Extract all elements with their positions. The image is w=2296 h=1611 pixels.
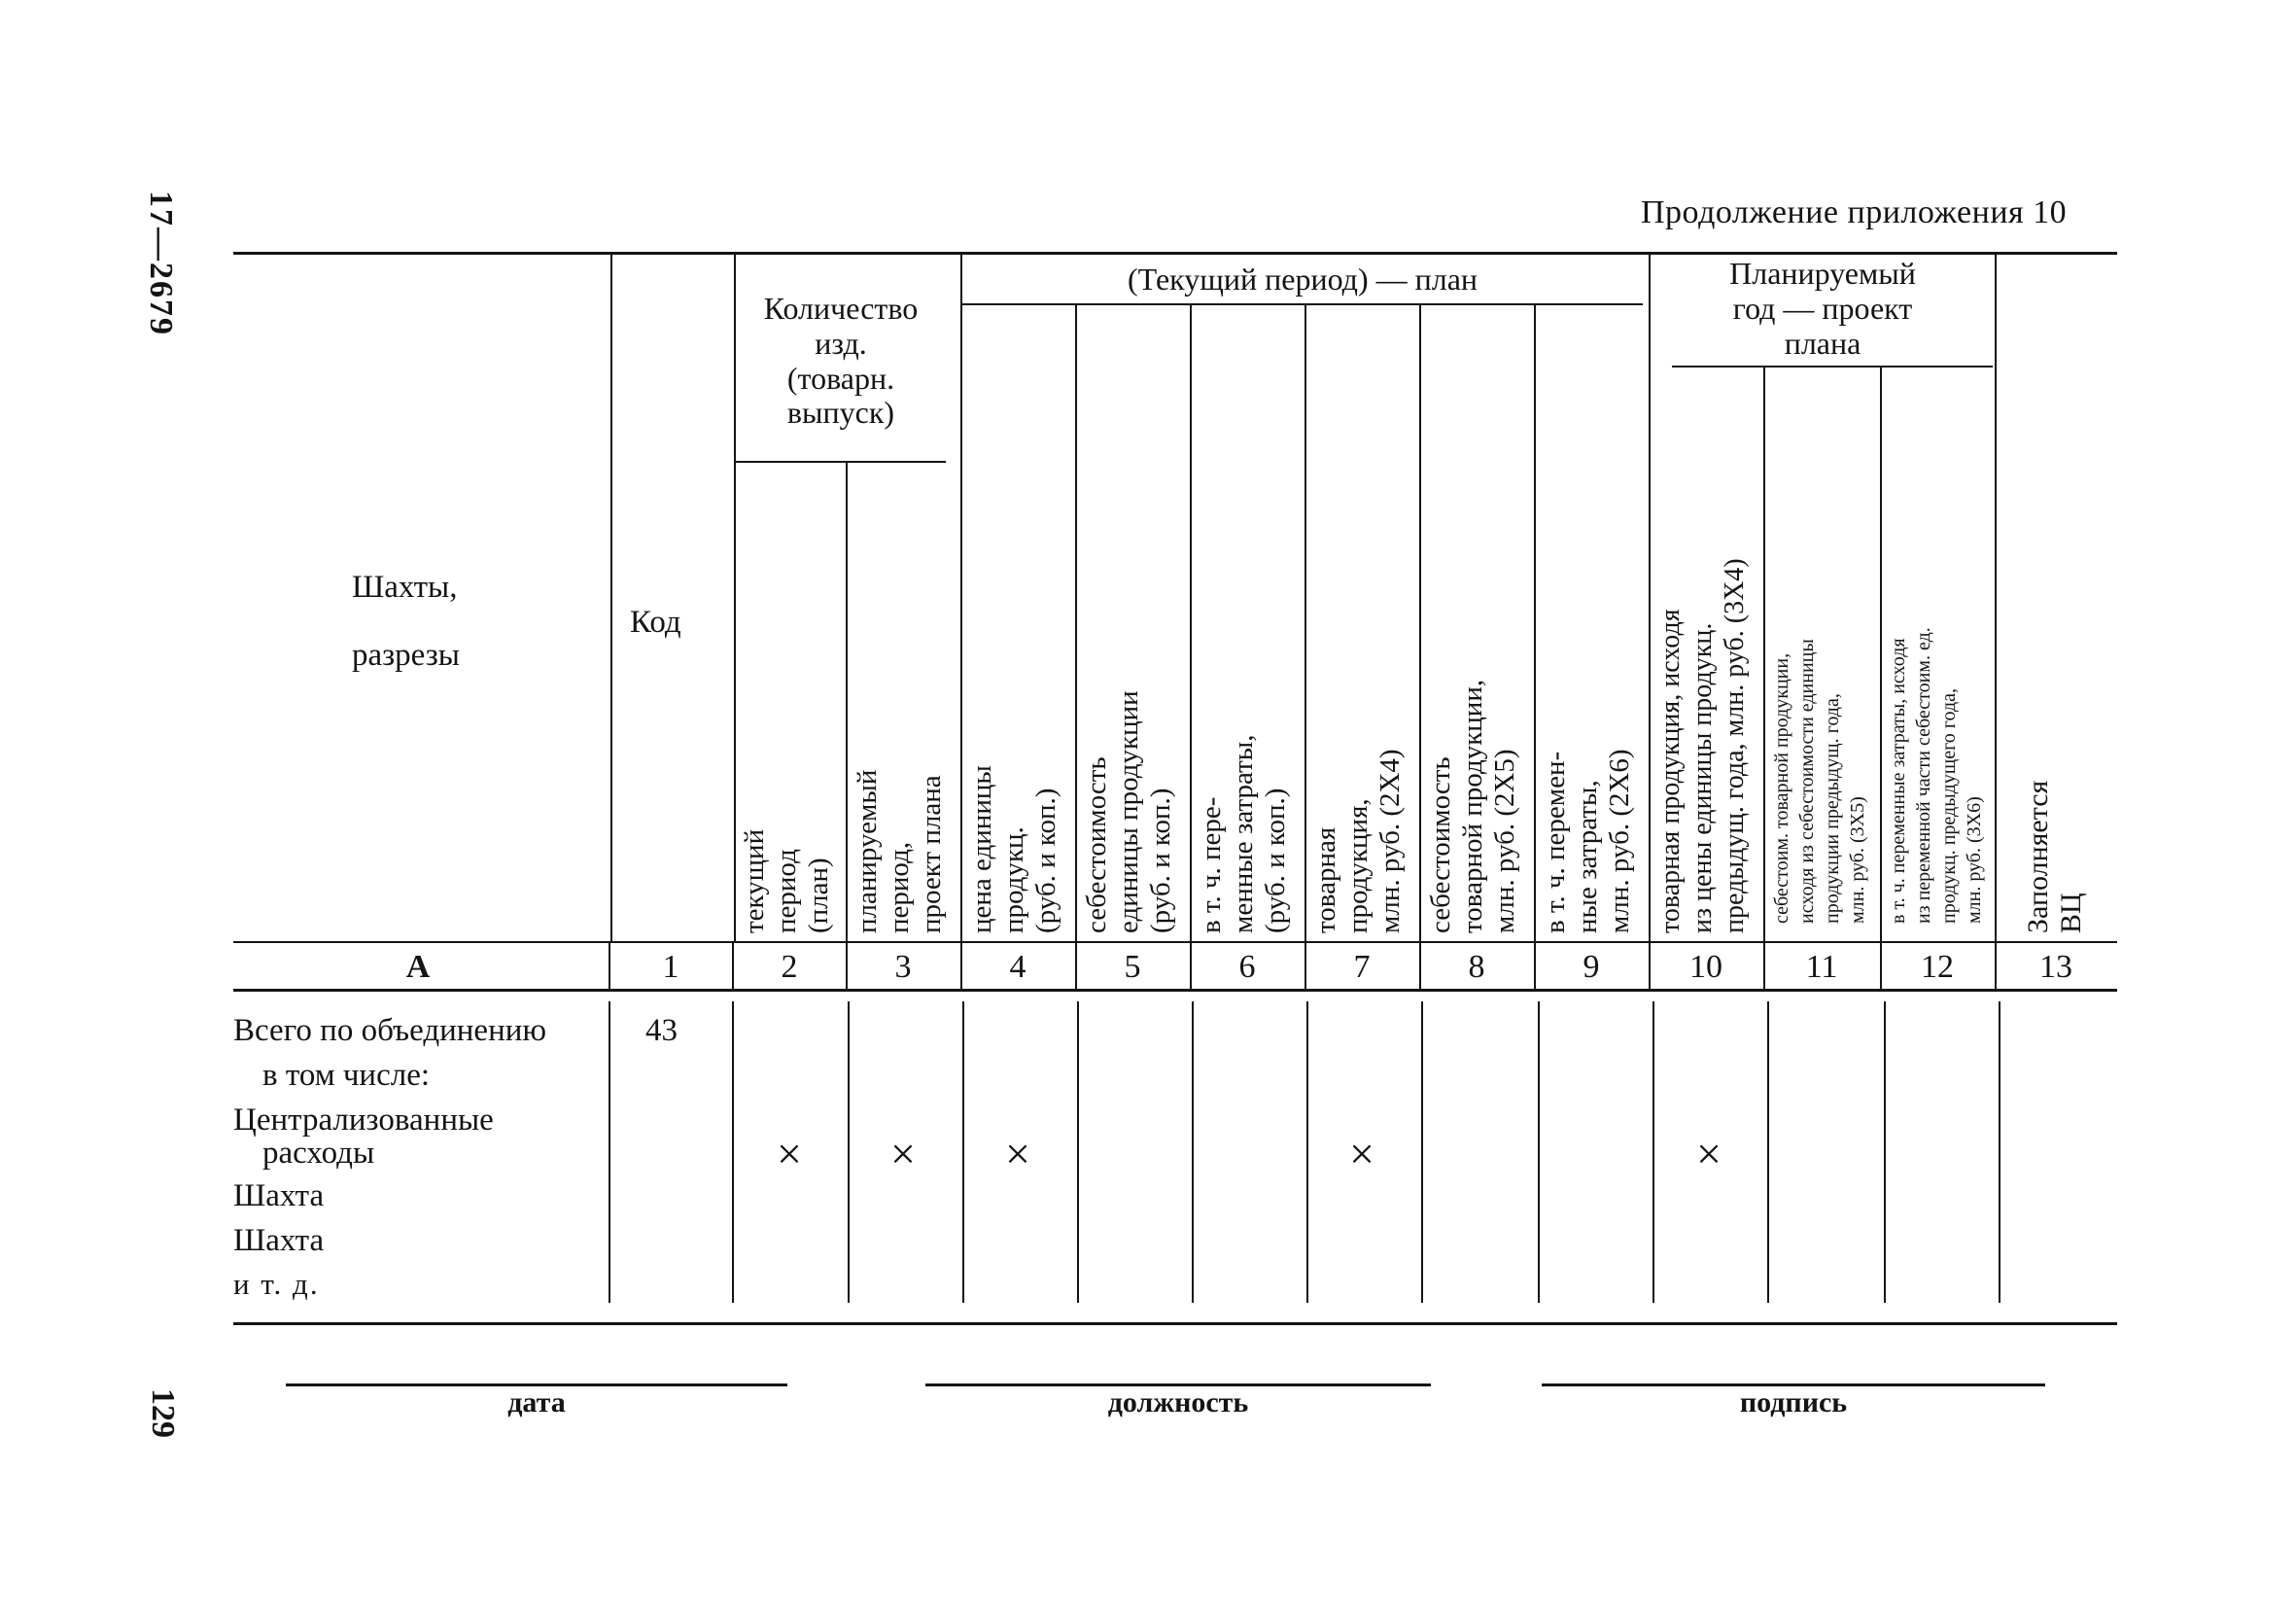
row-label-expenses: расходы — [262, 1136, 375, 1171]
cross-mark-col7: × — [1349, 1129, 1374, 1178]
col-header-10: товарная продукция, исходя из цены единицы продукц. предыдущ. года, млн. руб. (3X4) — [1655, 558, 1750, 933]
date-label: дата — [507, 1386, 566, 1418]
body-divider — [1421, 1001, 1423, 1303]
col-header-8: себестоимость товарной продукции, млн. руб. (2X5) — [1425, 679, 1520, 933]
num-divider — [1995, 943, 1997, 989]
row-label-mine-1: Шахта — [233, 1178, 325, 1213]
body-divider — [848, 1001, 850, 1303]
body-divider — [1538, 1001, 1540, 1303]
col-divider — [1305, 305, 1306, 941]
num-divider — [1190, 943, 1192, 989]
body-divider — [1077, 1001, 1079, 1303]
page-number: 129 — [145, 1388, 181, 1438]
col-divider — [610, 255, 612, 941]
row-label-total: Всего по объединению — [233, 1013, 547, 1048]
planned-group-rule — [1672, 366, 1993, 368]
row-label-centralized: Централизованные — [233, 1103, 494, 1138]
body-divider — [1306, 1001, 1308, 1303]
table-top-rule — [233, 252, 2117, 255]
header-bottom-rule — [233, 941, 2117, 943]
col-divider — [1419, 305, 1421, 941]
signature-label: подпись — [1739, 1386, 1848, 1418]
col-number-11: 11 — [1805, 949, 1838, 985]
body-divider — [1767, 1001, 1769, 1303]
col-number-12: 12 — [1921, 949, 1954, 985]
num-divider — [1649, 943, 1651, 989]
col-number-5: 5 — [1124, 949, 1141, 985]
col-divider — [1763, 368, 1765, 941]
document-code: 17—2679 — [143, 191, 179, 336]
col-number-8: 8 — [1468, 949, 1485, 985]
col-header-9: в т. ч. перемен- ные затраты, млн. руб. (2X6) — [1540, 749, 1635, 933]
position-label: должность — [1107, 1386, 1249, 1418]
num-divider — [1305, 943, 1306, 989]
col-number-2: 2 — [781, 949, 798, 985]
quantity-group-rule — [736, 461, 946, 463]
body-divider — [1192, 1001, 1194, 1303]
continuation-title: Продолжение приложения 10 — [1641, 194, 2068, 230]
col-header-12: в т. ч. переменные затраты, исходя из переменной части себестоим. ед. продукц. предыдущего года, млн. руб. (3X6) — [1888, 627, 1985, 924]
col-divider — [1995, 255, 1997, 941]
col-number-A: А — [405, 949, 431, 985]
planned-year-group-header: Планируемый год — проект плана — [1729, 256, 1916, 361]
body-divider — [609, 1001, 610, 1303]
quantity-group-header: Количество изд. (товарн. выпуск) — [763, 291, 919, 431]
row-header-line1: Шахты, — [352, 570, 458, 605]
current-period-group-header: (Текущий период) — план — [1127, 262, 1478, 297]
num-divider — [1075, 943, 1077, 989]
table-bottom-rule — [233, 1322, 2117, 1325]
num-divider — [609, 943, 610, 989]
row-label-mine-2: Шахта — [233, 1223, 325, 1258]
current-group-rule — [962, 303, 1643, 305]
num-divider — [1880, 943, 1882, 989]
row-label-including: в том числе: — [262, 1058, 431, 1093]
num-divider — [846, 943, 848, 989]
row-header-line2: разрезы — [352, 638, 460, 673]
col-divider — [1534, 305, 1536, 941]
num-divider — [1419, 943, 1421, 989]
col-divider — [1075, 305, 1077, 941]
col-divider — [846, 463, 848, 941]
col-number-1: 1 — [662, 949, 679, 985]
col-divider — [1880, 368, 1882, 941]
body-divider — [1652, 1001, 1654, 1303]
col-number-3: 3 — [894, 949, 912, 985]
body-divider — [1999, 1001, 2000, 1303]
col-header-13: Заполняется ВЦ — [2022, 780, 2087, 933]
col-header-6: в т. ч. пере- менные затраты, (руб. и коп.) — [1196, 734, 1291, 933]
col-divider — [1190, 305, 1192, 941]
body-divider — [1884, 1001, 1886, 1303]
cross-mark-col4: × — [1005, 1129, 1030, 1178]
row-label-etc: и т. д. — [233, 1267, 320, 1301]
col-header-3: планируемый период, проект плана — [852, 769, 947, 933]
col-number-6: 6 — [1238, 949, 1256, 985]
col-header-11: себестоим. товарной продукции, исходя из себестоимости единицы продукции предыдущ. года, млн. руб. (3X5) — [1771, 639, 1868, 924]
row-code-total: 43 — [645, 1013, 678, 1048]
num-divider — [732, 943, 734, 989]
cross-mark-col3: × — [890, 1129, 916, 1178]
col-header-5: себестоимость единицы продукции (руб. и коп.) — [1081, 690, 1176, 933]
cross-mark-col2: × — [777, 1129, 802, 1178]
col-header-4: цена единицы продукц. (руб. и коп.) — [966, 765, 1061, 933]
body-divider — [962, 1001, 964, 1303]
col-number-9: 9 — [1583, 949, 1600, 985]
num-divider — [960, 943, 962, 989]
body-divider — [732, 1001, 734, 1303]
numbering-bottom-rule — [233, 989, 2117, 992]
col-divider — [960, 255, 962, 941]
num-divider — [1763, 943, 1765, 989]
col-number-10: 10 — [1689, 949, 1722, 985]
col-header-2: текущий период (план) — [739, 828, 834, 933]
num-divider — [1534, 943, 1536, 989]
cross-mark-col10: × — [1696, 1129, 1722, 1178]
code-header: Код — [630, 605, 681, 640]
col-header-7: товарная продукция, млн. руб. (2X4) — [1310, 749, 1406, 933]
col-number-13: 13 — [2039, 949, 2072, 985]
col-number-7: 7 — [1353, 949, 1371, 985]
col-number-4: 4 — [1009, 949, 1026, 985]
